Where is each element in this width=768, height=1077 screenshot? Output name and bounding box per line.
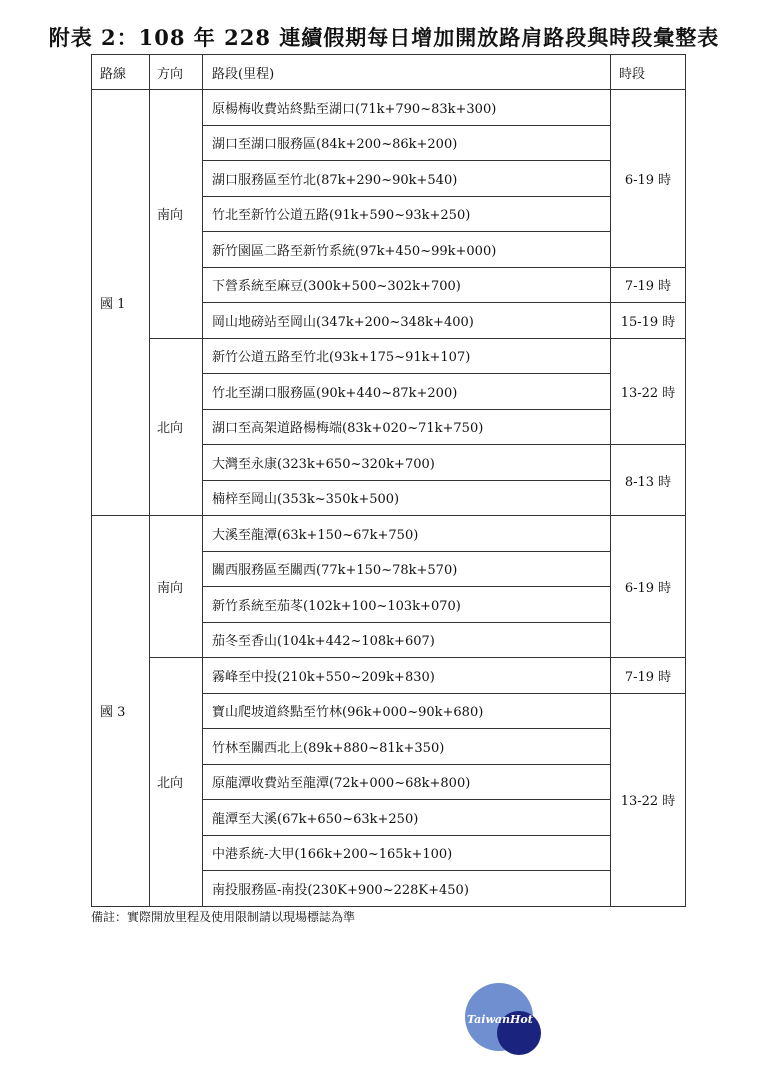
route-cell: 國 1 — [92, 90, 150, 516]
time-cell: 6-19 時 — [611, 516, 686, 658]
segment-cell: 湖口至湖口服務區(84k+200~86k+200) — [203, 125, 611, 161]
segment-cell: 大溪至龍潭(63k+150~67k+750) — [203, 516, 611, 552]
segment-cell: 新竹公道五路至竹北(93k+175~91k+107) — [203, 338, 611, 374]
table-row — [92, 516, 686, 552]
page-title: 附表 2：108 年 228 連續假期每日增加開放路肩路段與時段彙整表 — [48, 25, 720, 50]
segment-cell: 湖口至高架道路楊梅端(83k+020~71k+750) — [203, 409, 611, 445]
direction-cell: 南向 — [150, 516, 203, 658]
table-header-row — [92, 55, 686, 90]
time-cell: 6-19 時 — [611, 90, 686, 268]
segment-cell: 竹北至新竹公道五路(91k+590~93k+250) — [203, 196, 611, 232]
segment-cell: 茄冬至香山(104k+442~108k+607) — [203, 622, 611, 658]
segment-cell: 南投服務區-南投(230K+900~228K+450) — [203, 871, 611, 907]
direction-cell: 北向 — [150, 658, 203, 907]
time-cell: 8-13 時 — [611, 445, 686, 516]
header-direction: 方向 — [150, 55, 203, 90]
segment-cell: 中港系統-大甲(166k+200~165k+100) — [203, 835, 611, 871]
segment-cell: 湖口服務區至竹北(87k+290~90k+540) — [203, 161, 611, 197]
segment-cell: 新竹園區二路至新竹系統(97k+450~99k+000) — [203, 232, 611, 268]
segment-cell: 原楊梅收費站終點至湖口(71k+790~83k+300) — [203, 90, 611, 126]
segment-cell: 龍潭至大溪(67k+650~63k+250) — [203, 800, 611, 836]
segment-cell: 新竹系統至茄苳(102k+100~103k+070) — [203, 587, 611, 623]
header-route: 路線 — [92, 55, 150, 90]
header-time: 時段 — [611, 55, 686, 90]
segment-cell: 岡山地磅站至岡山(347k+200~348k+400) — [203, 303, 611, 339]
time-cell: 13-22 時 — [611, 693, 686, 906]
logo-text: TaiwanHot — [467, 1013, 533, 1026]
segment-cell: 竹林至關西北上(89k+880~81k+350) — [203, 729, 611, 765]
shoulder-schedule-table — [91, 54, 686, 907]
table-row — [92, 90, 686, 126]
direction-cell: 南向 — [150, 90, 203, 339]
segment-cell: 大灣至永康(323k+650~320k+700) — [203, 445, 611, 481]
table-row — [92, 338, 686, 374]
time-cell: 15-19 時 — [611, 303, 686, 339]
direction-cell: 北向 — [150, 338, 203, 516]
route-cell: 國 3 — [92, 516, 150, 907]
segment-cell: 下營系統至麻豆(300k+500~302k+700) — [203, 267, 611, 303]
time-cell: 7-19 時 — [611, 658, 686, 694]
segment-cell: 楠梓至岡山(353k~350k+500) — [203, 480, 611, 516]
segment-cell: 霧峰至中投(210k+550~209k+830) — [203, 658, 611, 694]
footnote: 備註：實際開放里程及使用限制請以現場標誌為準 — [91, 910, 356, 924]
header-segment: 路段(里程) — [203, 55, 611, 90]
time-cell: 13-22 時 — [611, 338, 686, 445]
taiwanhot-logo — [465, 983, 545, 1055]
segment-cell: 原龍潭收費站至龍潭(72k+000~68k+800) — [203, 764, 611, 800]
segment-cell: 關西服務區至關西(77k+150~78k+570) — [203, 551, 611, 587]
segment-cell: 寶山爬坡道終點至竹林(96k+000~90k+680) — [203, 693, 611, 729]
segment-cell: 竹北至湖口服務區(90k+440~87k+200) — [203, 374, 611, 410]
table-row — [92, 658, 686, 694]
time-cell: 7-19 時 — [611, 267, 686, 303]
